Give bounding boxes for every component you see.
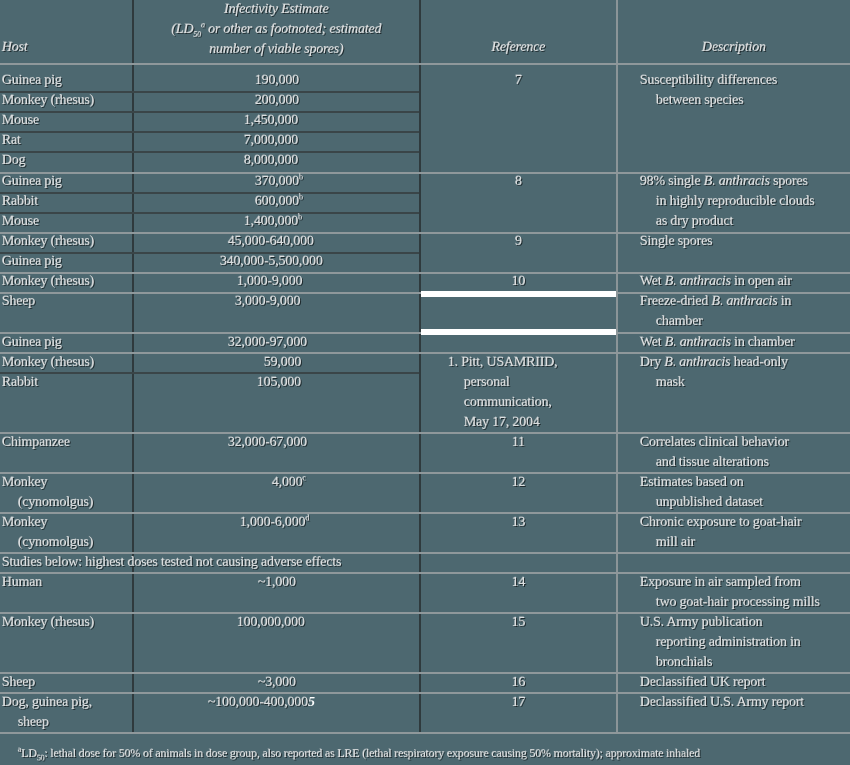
footnote-ld: LD — [21, 746, 37, 760]
description-line: mask — [656, 375, 685, 390]
description-text: Wet — [640, 335, 665, 350]
host-line: (cynomolgus) — [18, 535, 94, 550]
estimate-cell: 3,000-9,000 — [235, 294, 301, 309]
host-cell: Rabbit — [2, 194, 39, 209]
footnote-marker: c — [302, 473, 306, 483]
footnote-marker: b — [298, 212, 303, 222]
description-cell — [640, 473, 763, 513]
header-estimate-line3: number of viable spores) — [209, 42, 344, 57]
host-cell: Sheep — [2, 294, 36, 309]
description-cell: Declassified U.S. Army report — [640, 695, 805, 710]
description-cell — [640, 573, 820, 613]
estimate-cell — [255, 192, 303, 212]
description-line: chamber — [656, 314, 703, 329]
description-cell — [640, 292, 791, 332]
row-rule — [0, 212, 419, 214]
column-divider-reference — [616, 0, 618, 733]
reference-cell: 10 — [511, 274, 526, 289]
ld-subscript: 50 — [193, 29, 202, 39]
estimate-cell: 59,000 — [264, 355, 302, 370]
description-line — [640, 353, 788, 373]
description-line: bronchials — [656, 655, 713, 670]
estimate-cell — [255, 172, 303, 192]
description-text: spores — [769, 174, 808, 189]
reference-cell: 11 — [511, 435, 526, 450]
description-line: as dry product — [656, 214, 734, 229]
estimate-cell: 340,000-5,500,000 — [220, 254, 323, 269]
description-text: Freeze-dried — [640, 294, 712, 309]
estimate-value: 1,000-6,000 — [240, 515, 306, 530]
row-rule — [0, 192, 419, 194]
estimate-cell: 7,000,000 — [244, 133, 299, 148]
estimate-cell: 32,000-97,000 — [228, 335, 308, 350]
estimate-value: 600,000 — [255, 194, 300, 209]
host-cell — [2, 513, 93, 553]
species-name: B. anthracis — [711, 294, 778, 309]
description-line: in highly reproducible clouds — [656, 194, 815, 209]
host-cell: Guinea pig — [2, 73, 62, 88]
estimate-cell — [272, 473, 306, 493]
header-host: Host — [2, 40, 28, 55]
reference-cell: 15 — [511, 615, 526, 630]
estimate-value: 1,400,000 — [244, 214, 299, 229]
estimate-cell: 100,000,000 — [237, 615, 305, 630]
row-rule — [0, 252, 419, 254]
reference-cell — [448, 353, 558, 433]
estimate-value: ~100,000-400,000 — [208, 695, 309, 710]
description-cell — [640, 333, 795, 353]
row-rule — [0, 151, 419, 153]
ld-label: (LD — [171, 22, 194, 37]
description-text: in chamber — [730, 335, 795, 350]
description-line: unpublished dataset — [656, 495, 764, 510]
estimate-cell: 1,000-9,000 — [237, 274, 303, 289]
estimate-cell — [208, 693, 315, 713]
description-line — [640, 292, 791, 312]
reference-cell: 17 — [511, 695, 526, 710]
footnote-marker: b — [299, 192, 303, 202]
row-rule — [0, 131, 419, 133]
description-cell — [640, 272, 792, 292]
reference-cell: 13 — [511, 515, 526, 530]
column-divider-host — [132, 0, 134, 733]
description-cell — [640, 71, 777, 111]
description-cell: Single spores — [640, 234, 713, 249]
estimate-value: 4,000 — [272, 475, 303, 490]
host-cell: Sheep — [2, 675, 36, 690]
footnote-text: : lethal dose for 50% of animals in dose group, also reported as LRE (lethal respiratory exposure causing 50% mortality); approximate inhaled — [44, 746, 701, 760]
estimate-cell: ~1,000 — [258, 575, 296, 590]
header-rule — [0, 63, 850, 65]
host-line: (cynomolgus) — [18, 495, 94, 510]
estimate-cell: 1,450,000 — [244, 113, 299, 128]
host-cell: Human — [2, 575, 43, 590]
footnote-marker: a — [18, 745, 22, 754]
host-cell: Chimpanzee — [2, 435, 70, 450]
row-rule — [0, 111, 419, 113]
estimate-cell — [244, 212, 302, 232]
species-name: B. anthracis — [703, 174, 770, 189]
footnote-marker: d — [305, 513, 310, 523]
reference-cell: 8 — [515, 174, 522, 189]
description-line — [640, 172, 815, 192]
description-cell — [640, 353, 788, 393]
estimate-value: 370,000 — [255, 174, 300, 189]
host-cell: Monkey (rhesus) — [2, 615, 95, 630]
footnote-marker: b — [299, 172, 303, 182]
host-cell: Guinea pig — [2, 254, 62, 269]
description-line: Estimates based on — [640, 475, 744, 490]
species-name: B. anthracis — [664, 355, 731, 370]
host-line: Monkey — [2, 475, 48, 490]
host-cell — [2, 473, 93, 513]
description-cell — [640, 613, 801, 673]
highlight-bar — [421, 329, 616, 335]
description-line: Susceptibility differences — [640, 73, 778, 88]
description-text: 98% single — [640, 174, 704, 189]
header-estimate-line2-text: or other as footnoted; estimated — [204, 22, 382, 37]
table-footnote — [18, 743, 700, 763]
header-estimate-line2 — [134, 20, 419, 40]
host-cell: Monkey (rhesus) — [2, 274, 95, 289]
description-text: Dry — [640, 355, 665, 370]
ld-superscript: a — [201, 20, 205, 30]
host-cell: Monkey (rhesus) — [2, 355, 95, 370]
estimate-cell: 200,000 — [255, 93, 300, 108]
description-line: Exposure in air sampled from — [640, 575, 801, 590]
host-line: Dog, guinea pig, — [2, 695, 93, 710]
host-line: sheep — [18, 715, 49, 730]
reference-line: communication, — [464, 395, 552, 410]
estimate-cell: ~3,000 — [258, 675, 296, 690]
reference-cell: 7 — [515, 73, 522, 88]
description-text: head-only — [730, 355, 789, 370]
description-line: Chronic exposure to goat-hair — [640, 515, 802, 530]
estimate-cell: 105,000 — [257, 375, 302, 390]
header-estimate-line1: Infectivity Estimate — [224, 2, 329, 17]
header-estimate — [134, 0, 419, 60]
description-line: two goat-hair processing mills — [656, 595, 820, 610]
estimate-cell: 45,000-640,000 — [228, 234, 314, 249]
table-bottom-rule — [0, 732, 850, 734]
estimate-cell: 190,000 — [255, 73, 300, 88]
description-line: between species — [656, 93, 744, 108]
reference-line: 1. Pitt, USAMRIID, — [448, 355, 558, 370]
reference-line: personal — [464, 375, 510, 390]
species-name: B. anthracis — [664, 335, 731, 350]
species-name: B. anthracis — [664, 274, 731, 289]
description-text: Wet — [640, 274, 665, 289]
reference-cell: 9 — [515, 234, 522, 249]
host-cell: Mouse — [2, 214, 40, 229]
reference-cell: 12 — [511, 475, 526, 490]
description-cell: Declassified UK report — [640, 675, 766, 690]
reference-line: May 17, 2004 — [464, 415, 540, 430]
section-label: Studies below: highest doses tested not causing adverse effects — [2, 555, 342, 570]
host-cell: Dog — [2, 153, 26, 168]
description-text: in — [777, 294, 792, 309]
estimate-cell — [240, 513, 309, 533]
description-cell — [640, 172, 815, 232]
description-line: U.S. Army publication — [640, 615, 763, 630]
description-line: Correlates clinical behavior — [640, 435, 790, 450]
host-cell: Monkey (rhesus) — [2, 234, 95, 249]
description-line: mill air — [656, 535, 696, 550]
estimate-marker: 5 — [308, 695, 315, 710]
description-line: and tissue alterations — [656, 455, 770, 470]
host-line: Monkey — [2, 515, 48, 530]
host-cell: Rabbit — [2, 375, 39, 390]
host-cell: Guinea pig — [2, 335, 62, 350]
host-cell: Monkey (rhesus) — [2, 93, 95, 108]
host-cell — [2, 693, 92, 733]
description-cell — [640, 513, 802, 553]
description-text: in open air — [730, 274, 792, 289]
host-cell: Guinea pig — [2, 174, 62, 189]
reference-cell: 14 — [511, 575, 526, 590]
header-description: Description — [702, 40, 766, 55]
description-cell — [640, 433, 789, 473]
footnote-subscript: 50 — [36, 753, 45, 763]
description-line: reporting administration in — [656, 635, 801, 650]
estimate-cell: 8,000,000 — [244, 153, 299, 168]
reference-cell: 16 — [511, 675, 526, 690]
estimate-cell: 32,000-67,000 — [228, 435, 308, 450]
header-reference: Reference — [491, 40, 546, 55]
host-cell: Rat — [2, 133, 21, 148]
host-cell: Mouse — [2, 113, 40, 128]
